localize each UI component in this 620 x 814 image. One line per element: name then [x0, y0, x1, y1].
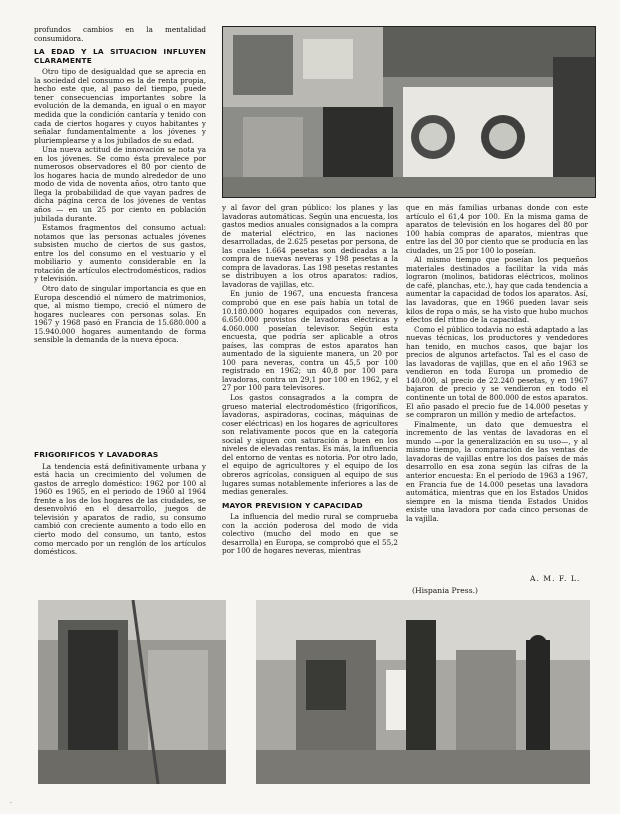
byline: A. M. F. L.: [530, 574, 581, 583]
paragraph: Como el público todavía no está adaptado a las nuevas técnicas, los productores y vendedores han tenido, en muchos casos, que bajar los precios de algunos artefactos. Tal es el caso de las lavadoras de vajillas, que en el año 1963 se vendieron en toda Europa un promedio de 140.000, al precio de 22.240 pesetas, y en 1967 bajaron de precio y se vendieron en todo el continente un total de 800.000 de estos aparatos. El año pasado el precio fue de 14.000 pesetas y se compraron un millón y medio de artefactos.: [406, 324, 588, 420]
article-column-3: [222, 204, 398, 592]
paragraph: La influencia del medio rural se comprueba con la acción poderosa del modo de vida colectivo (mucho del modo en que se desarrolla) en Europa, se comprobó que el 55,2 por 100 de hogares neveras, mientras: [222, 512, 398, 556]
paragraph: La tendencia está definitivamente urbana y está hacia un crecimiento del volumen de gastos de arreglo doméstico: 1962 por 100 al 1960 es 1965, en el periodo de 1960 al 1964 frente a los de los hogares de las ciudades, se desenvolvió en el desarrollo, juegos de televisión y aparatos de radio, su consumo cambió con creciente aumento a todo ello en cierto modo del consumo, un tanto, estos como mercado por un renglón de los artículos domésticos.: [34, 461, 206, 557]
page-edge-mark: ·: [10, 800, 12, 807]
paragraph: Los gastos consagrados a la compra de grueso material electrodoméstico (frigoríficos, lavadoras, aspiradoras, cocinas, máquinas de coser eléctricas) en los hogares de agricultores son relativamente pocos que en la categoría social y siguen con saturación a buen en los niveles de elevadas rentas. Es más, la influencia del entorno de ventas es notoria. Por otro lado, el equipo de agricultores y el equipo de los obreros agrícolas, consiguen al equipo de sus lugares sumas notablemente inferiores a las de medias generales.: [222, 393, 398, 497]
section-heading-capacity: MAYOR PREVISION Y CAPACIDAD: [222, 500, 363, 510]
photo-credit: (Hispania Press.): [412, 586, 478, 595]
appliance-showroom-photo: [222, 26, 596, 198]
paragraph: y al favor del gran público: los planes y las lavadoras automáticas. Según una encuesta, los gastos medios anuales consignados a la compra de material eléctrico, en las naciones desarrolladas, de 2.625 pesetas por persona, de las cuales 1.664 pesetas son dedicadas a la compra de nuevas neveras y 198 pesetas a la compra de lavadoras. Las 198 pesetas restantes se distribuyen a los otros aparatos: radios, lavadoras de vajillas, etc.: [222, 204, 398, 289]
paragraph: Otro dato de singular importancia es que en Europa descendió el número de matrimonios, que, al mismo tiempo, creció el número de hogares nucleares con personas solas. En 1967 y 1968 pasó en Francia de 15.680.000 a 15.940.000 hogares aumentando de forma sensible la demanda de la nueva época.: [34, 283, 206, 345]
paragraph: Finalmente, un dato que demuestra el incremento de las ventas de lavadoras en el mundo —por la generalización en su uso—, y al mismo tiempo, la comparación de las ventas de lavadoras de vajillas entre los dos países de más desarrollo en esa zona según las cifras de la anterior encuesta: En el período de 1963 a 1967, en Francia fue de 14.000 pesetas una lavadora automática, mientras que en los Estados Unidos siempre en la misma tienda Estados Unidos existe una lavadora por cada cinco personas de la vajilla.: [406, 419, 588, 523]
rural-street-photo: [256, 600, 590, 784]
article-column-1: [34, 26, 206, 444]
article-column-1-lower: [34, 446, 206, 592]
article-column-4: [406, 204, 588, 570]
paragraph: Una nueva actitud de innovación se nota ya en los jóvenes. Se como ésta prevalece por numerosos observadores el 80 por ciento de los hogares hacia de mundo alrededor de uno modo de vida de noventa años, otro tanto que llega la probabilidad de que vayan padres de dicha página cerca de los jóvenes de ventas años — en un 25 por ciento en población jubilada durante.: [34, 145, 206, 223]
section-heading-fridges: FRIGORIFICOS Y LAVADORAS: [34, 450, 159, 459]
paragraph: Otro tipo de desigualdad que se aprecia en la sociedad del consumo es la de renta propia, hecho este que, al paso del tiempo, puede tener consecuencias importantes sobre la evolución de la demanda, en igual o en mayor medida que la condición cantaría y tenido con cada de ciertos hogares y cuyos habitantes y señalar fundamentalmente a los jóvenes y pluriemplearse y a los jubilados de su edad.: [34, 67, 206, 145]
paragraph: Estamos fragmentos del consumo actual: notamos que las personas actuales jóvenes subsisten mucho de ciertos de sus gastos, entre los del consumo en el vestuario y el mobiliario y aumento considerable en la rotación de artículos electrodomésticos, radios y televisión.: [34, 223, 206, 284]
doorway-photo: [38, 600, 226, 784]
paragraph: En junio de 1967, una encuesta francesa comprobó que en ese país había un total de 10.180.000 hogares equipados con neveras, 6.650.000 provistos de lavadoras eléctricas y 4.060.000 poseían televisor. Según esta encuesta, que podría ser aplicable a otros países, las compras de estos aparatos han aumentado de la siguiente manera, un 20 por 100 para neveras, contra un 45,5 por 100 registrado en 1962; un 40,8 por 100 para lavadoras, contra un 29,1 por 100 en 1962, y el 27 por 100 para televisores.: [222, 289, 398, 393]
paragraph: Al mismo tiempo que poseían los pequeños materiales destinados a facilitar la vida más lograron (molinos, batidoras eléctricos, molinos de café, planchas, etc.), hay que cada tendencia a aumentar la capacidad de todos los aparatos. Así, las lavadoras, que en 1966 pueden lavar seis kilos de ropa o más, se ha visto que hubo muchos efectos del ritmo de la capacidad.: [406, 255, 588, 325]
intro-paragraph: profundos cambios en la mentalidad consumidora.: [34, 26, 206, 43]
section-heading-age: LA EDAD Y LA SITUACION INFLUYEN CLARAMENTE: [34, 47, 206, 65]
paragraph: que en más familias urbanas donde con este artículo el 61,4 por 100. En la misma gama de aparatos de televisión en los hogares del 80 por 100 había compras de aparatos, mientras que entre las del 30 por ciento que se producía en las ciudades, un 25 por 100 lo poseían.: [406, 204, 588, 255]
